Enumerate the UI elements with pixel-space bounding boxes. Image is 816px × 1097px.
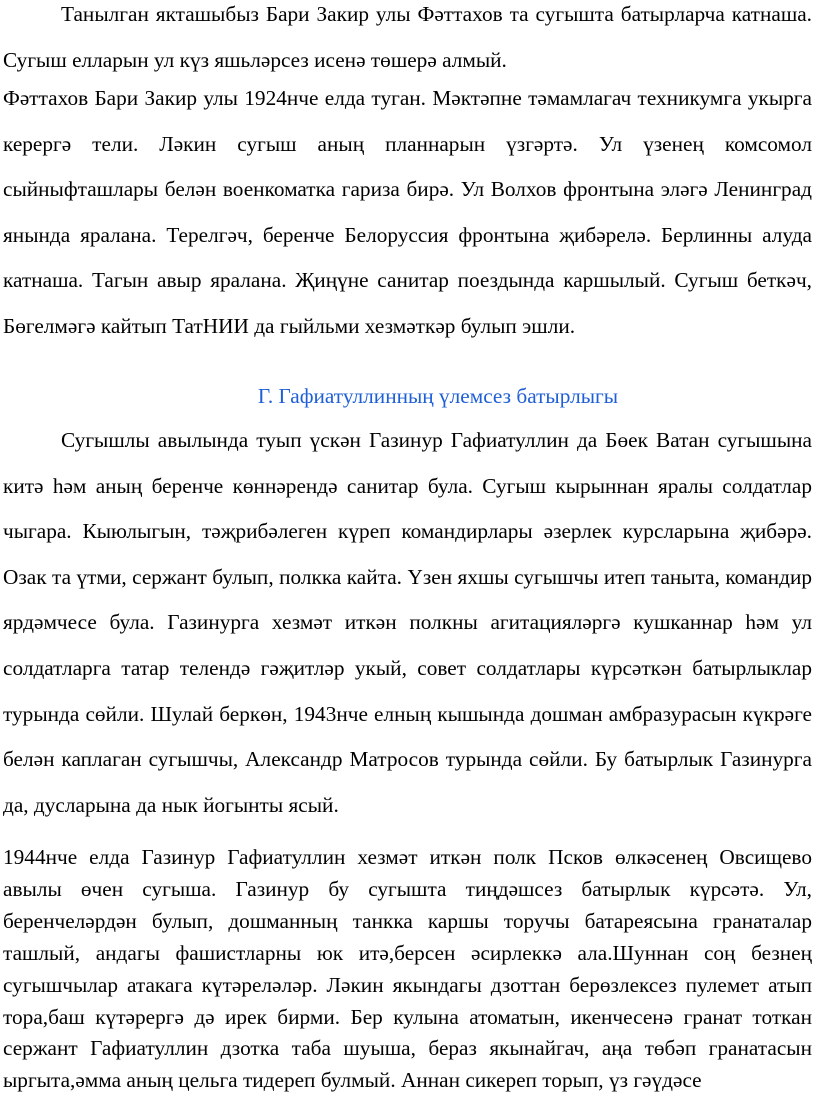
- paragraph-gafiatullin: Сугышлы авылында туып үскән Газинур Гафиатуллин да Бөек Ватан сугышына китә һәм аның беренче көннәрендә санитар була. Сугыш кырыннан яралы солдатлар чыгара. Кыюлыгын, тәҗрибәлеген күреп командирлары әзерлек курсларына җибәрә. Озак та үтми, сержант булып, полкка кайта. Үзен яхшы сугышчы итеп таныта, командир ярдәмчесе була. Газинурга хезмәт иткән полкны агитацияләргә кушканнар һәм ул солдатларга татар телендә гәҗитләр укый, совет солдатлары күрсәткән батырлыклар турында сөйли. Шулай беркөн, 1943нче елның кышында дошман амбразурасын күкрәге белән каплаган сугышчы, Александр Матросов турында сөйли. Бу батырлык Газинурга да, дусларына да нык йогынты ясый.: [3, 428, 812, 817]
- paragraph-fattakhov: Фәттахов Бари Закир улы 1924нче елда туган. Мәктәпне тәмамлагач техникумга укырга керергә тели. Ләкин сугыш аның планнарын үзгәртә. Ул үзенең комсомол сыйныфташлары белән военкоматка гариза бирә. Ул Волхов фронтына эләгә Ленинград янында яралана. Терелгәч, беренче Белоруссия фронтына җибәрелә. Берлинны алуда катнаша. Тагын авыр яралана. Җиңүне санитар поездында каршылый. Сугыш беткәч, Бөгелмәгә кайтып ТатНИИ да гыйльми хезмәткәр булып эшли.: [3, 86, 812, 338]
- paragraph-intro: Танылган якташыбыз Бари Закир улы Фәттахов та сугышта батырларча катнаша. Сугыш елларын ул күз яшьләрсез исенә төшерә алмый.: [3, 2, 812, 72]
- paragraph-1944: 1944нче елда Газинур Гафиатуллин хезмәт иткән полк Псков өлкәсенең Овсищево авылы өчен сугыша. Газинур бу сугышта тиңдәшсез батырлык күрсәтә. Ул, беренчеләрдән булып, дошманның танкка каршы торучы батареясына гранаталар ташлый, андагы фашистларны юк итә,берсен әсирлеккә ала.Шуннан соң безнең сугышчылар атакага күтәреләләр. Ләкин якындагы дзоттан берөзлексез пулемет атып тора,баш күтәрергә дә ирек бирми. Бер кулына атоматын, икенчесенә гранат тоткан сержант Гафиатуллин дзотка таба шуыша, бераз якынайгач, аңа төбәп гранатасын ыргыта,әмма аның цельга тидереп булмый. Аннан сикереп торып, үз гәүдәсе: [3, 845, 812, 1093]
- section-heading: Г. Гафиатуллинның үлемсез батырлыгы: [257, 384, 619, 408]
